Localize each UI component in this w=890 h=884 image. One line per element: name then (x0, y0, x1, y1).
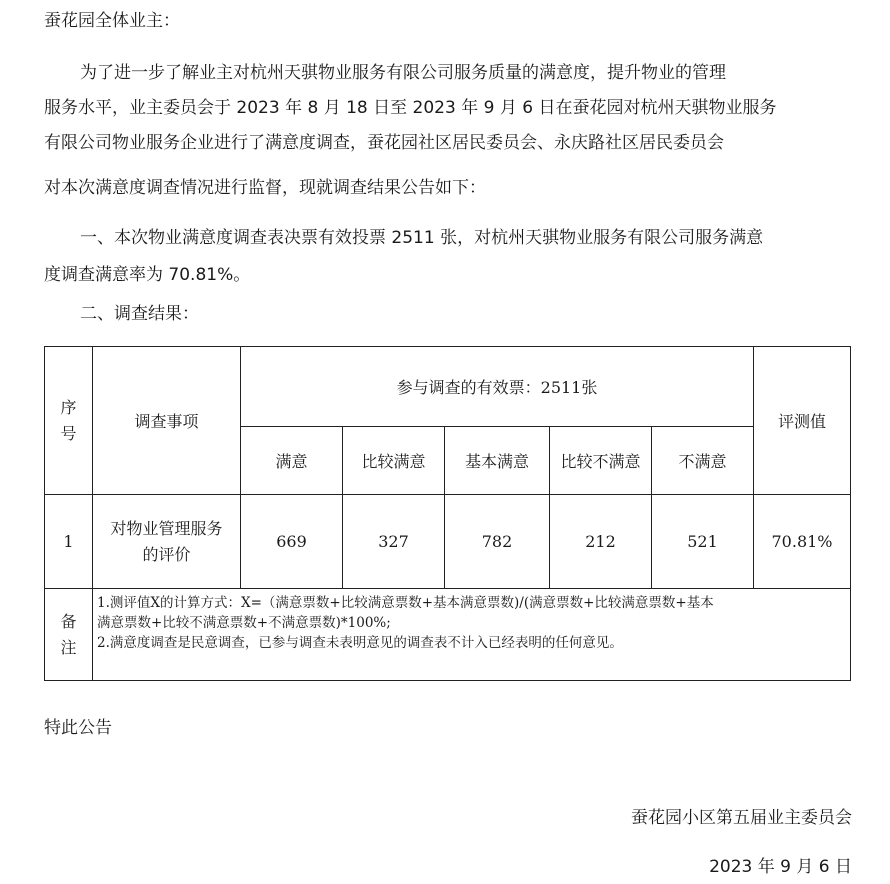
table-header-row (45, 347, 851, 427)
notes-row (45, 589, 851, 681)
notes-label-char-1: 备 (60, 611, 77, 631)
header-valid-votes: 参与调查的有效票：2511张 (241, 347, 754, 427)
section2-title: 二、调查结果： (80, 304, 199, 324)
row-seq: 1 (45, 495, 93, 589)
subheader-basically-satisfied: 基本满意 (445, 427, 550, 495)
intro-line-2: 服务水平，业主委员会于 2023 年 8 月 18 日至 2023 年 9 月 6 日在蚕花园对杭州天骐物业服务 (44, 98, 777, 118)
salutation: 蚕花园全体业主： (44, 11, 180, 31)
row-value-fairly-unsatisfied: 212 (550, 495, 652, 589)
table-row (45, 495, 851, 589)
section1-line-2: 度调查满意率为 70.81%。 (44, 265, 251, 285)
note-line-1: 1.测评值X的计算方式：X=（满意票数+比较满意票数+基本满意票数)/(满意票数+比较满意票数+基本 (97, 595, 714, 611)
header-item: 调查事项 (93, 347, 241, 495)
notes-content (93, 589, 851, 681)
issue-date: 2023 年 9 月 6 日 (709, 857, 852, 877)
subheader-unsatisfied: 不满意 (652, 427, 754, 495)
header-score: 评测值 (754, 347, 851, 495)
intro-line-4: 对本次满意度调查情况进行监督，现就调查结果公告如下： (44, 178, 486, 198)
signature: 蚕花园小区第五届业主委员会 (631, 808, 852, 828)
note-line-3: 2.满意度调查是民意调查，已参与调查未表明意见的调查表不计入已经表明的任何意见。 (97, 635, 623, 651)
row-value-basically-satisfied: 782 (445, 495, 550, 589)
header-seq (45, 347, 93, 495)
intro-line-3: 有限公司物业服务企业进行了满意度调查，蚕花园社区居民委员会、永庆路社区居民委员会 (44, 133, 724, 153)
section1-line-1: 一、本次物业满意度调查表决票有效投票 2511 张，对杭州天骐物业服务有限公司服务满意 (80, 228, 764, 248)
row-item-line-2: 的评价 (142, 544, 191, 564)
subheader-fairly-satisfied: 比较满意 (343, 427, 445, 495)
row-value-fairly-satisfied: 327 (343, 495, 445, 589)
row-score: 70.81% (754, 495, 851, 589)
intro-line-1: 为了进一步了解业主对杭州天骐物业服务有限公司服务质量的满意度，提升物业的管理 (80, 63, 726, 83)
row-item (93, 495, 241, 589)
header-seq-char-1: 序 (60, 397, 77, 417)
closing-text: 特此公告 (44, 718, 112, 738)
notes-label (45, 589, 93, 681)
row-value-unsatisfied: 521 (652, 495, 754, 589)
notes-label-char-2: 注 (60, 637, 77, 657)
subheader-satisfied: 满意 (241, 427, 343, 495)
row-value-satisfied: 669 (241, 495, 343, 589)
header-seq-char-2: 号 (60, 423, 77, 443)
subheader-fairly-unsatisfied: 比较不满意 (550, 427, 652, 495)
note-line-2: 满意票数+比较不满意票数+不满意票数)*100%; (97, 615, 391, 631)
results-table (44, 346, 851, 681)
row-item-line-1: 对物业管理服务 (110, 518, 223, 538)
